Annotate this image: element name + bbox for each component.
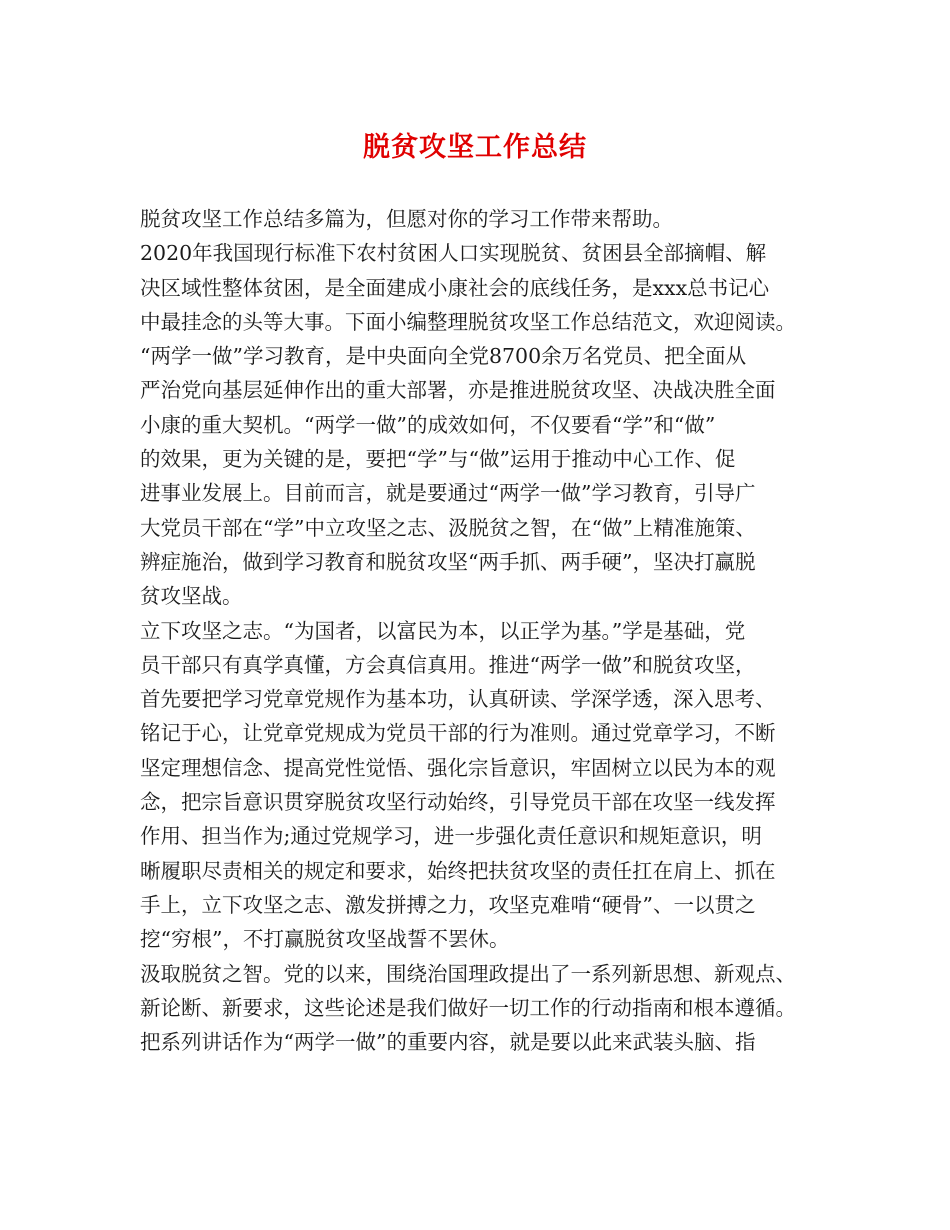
text-line: 决区域性整体贫困，是全面建成小康社会的底线任务，是xxx总书记心 [140,275,770,300]
document-title: 脱贫攻坚工作总结 [363,132,587,163]
text-line: 员干部只有真学真懂，方会真信真用。推进“两学一做”和脱贫攻坚， [140,652,756,677]
text-line: 大党员干部在“学”中立攻坚之志、汲脱贫之智，在“做”上精准施策、 [140,515,756,540]
text-line: 汲取脱贫之智。党的以来，围绕治国理政提出了一系列新思想、新观点、 [140,961,796,986]
text-line: 念，把宗旨意识贯穿脱贫攻坚行动始终，引导党员干部在攻坚一线发挥 [140,790,776,815]
text-line: 晰履职尽责相关的规定和要求，始终把扶贫攻坚的责任扛在肩上、抓在 [140,858,776,883]
text-line: 严治党向基层延伸作出的重大部署，亦是推进脱贫攻坚、决战决胜全面 [140,378,776,403]
text-line: 首先要把学习党章党规作为基本功，认真研读、学深学透，深入思考、 [140,687,776,712]
text-line: 2020年我国现行标准下农村贫困人口实现脱贫、贫困县全部摘帽、解 [140,241,767,266]
text-line: 坚定理想信念、提高党性觉悟、强化宗旨意识，牢固树立以民为本的观 [140,755,776,780]
text-line: 铭记于心，让党章党规成为党员干部的行为准则。通过党章学习，不断 [140,721,776,746]
text-line: 辨症施治，做到学习教育和脱贫攻坚“两手抓、两手硬”，坚决打赢脱 [140,549,756,574]
text-line: 挖“穷根”，不打赢脱贫攻坚战誓不罢休。 [140,927,510,952]
text-line: 中最挂念的头等大事。下面小编整理脱贫攻坚工作总结范文，欢迎阅读。 [140,309,796,334]
text-line: 手上，立下攻坚之志、激发拼搏之力，攻坚克难啃“硬骨”、一以贯之 [140,892,756,917]
text-line: 的效果，更为关键的是，要把“学”与“做”运用于推动中心工作、促 [140,447,736,472]
document-body [140,202,830,1059]
text-line: 作用、担当作为;通过党规学习，进一步强化责任意识和规矩意识，明 [140,824,762,849]
text-line: 贫攻坚战。 [140,584,243,609]
text-line: 新论断、新要求，这些论述是我们做好一切工作的行动指南和根本遵循。 [140,995,796,1020]
text-line: 脱贫攻坚工作总结多篇为，但愿对你的学习工作带来帮助。 [140,207,673,231]
text-line: 小康的重大契机。“两学一做”的成效如何，不仅要看“学”和“做” [140,412,716,437]
text-line: 进事业发展上。目前而言，就是要通过“两学一做”学习教育，引导广 [140,481,756,506]
text-line: 立下攻坚之志。“为国者，以富民为本，以正学为基。”学是基础，党 [140,618,746,643]
text-line: 把系列讲话作为“两学一做”的重要内容，就是要以此来武装头脑、指 [140,1030,756,1055]
text-line: “两学一做”学习教育，是中央面向全党8700余万名党员、把全面从 [140,344,747,369]
